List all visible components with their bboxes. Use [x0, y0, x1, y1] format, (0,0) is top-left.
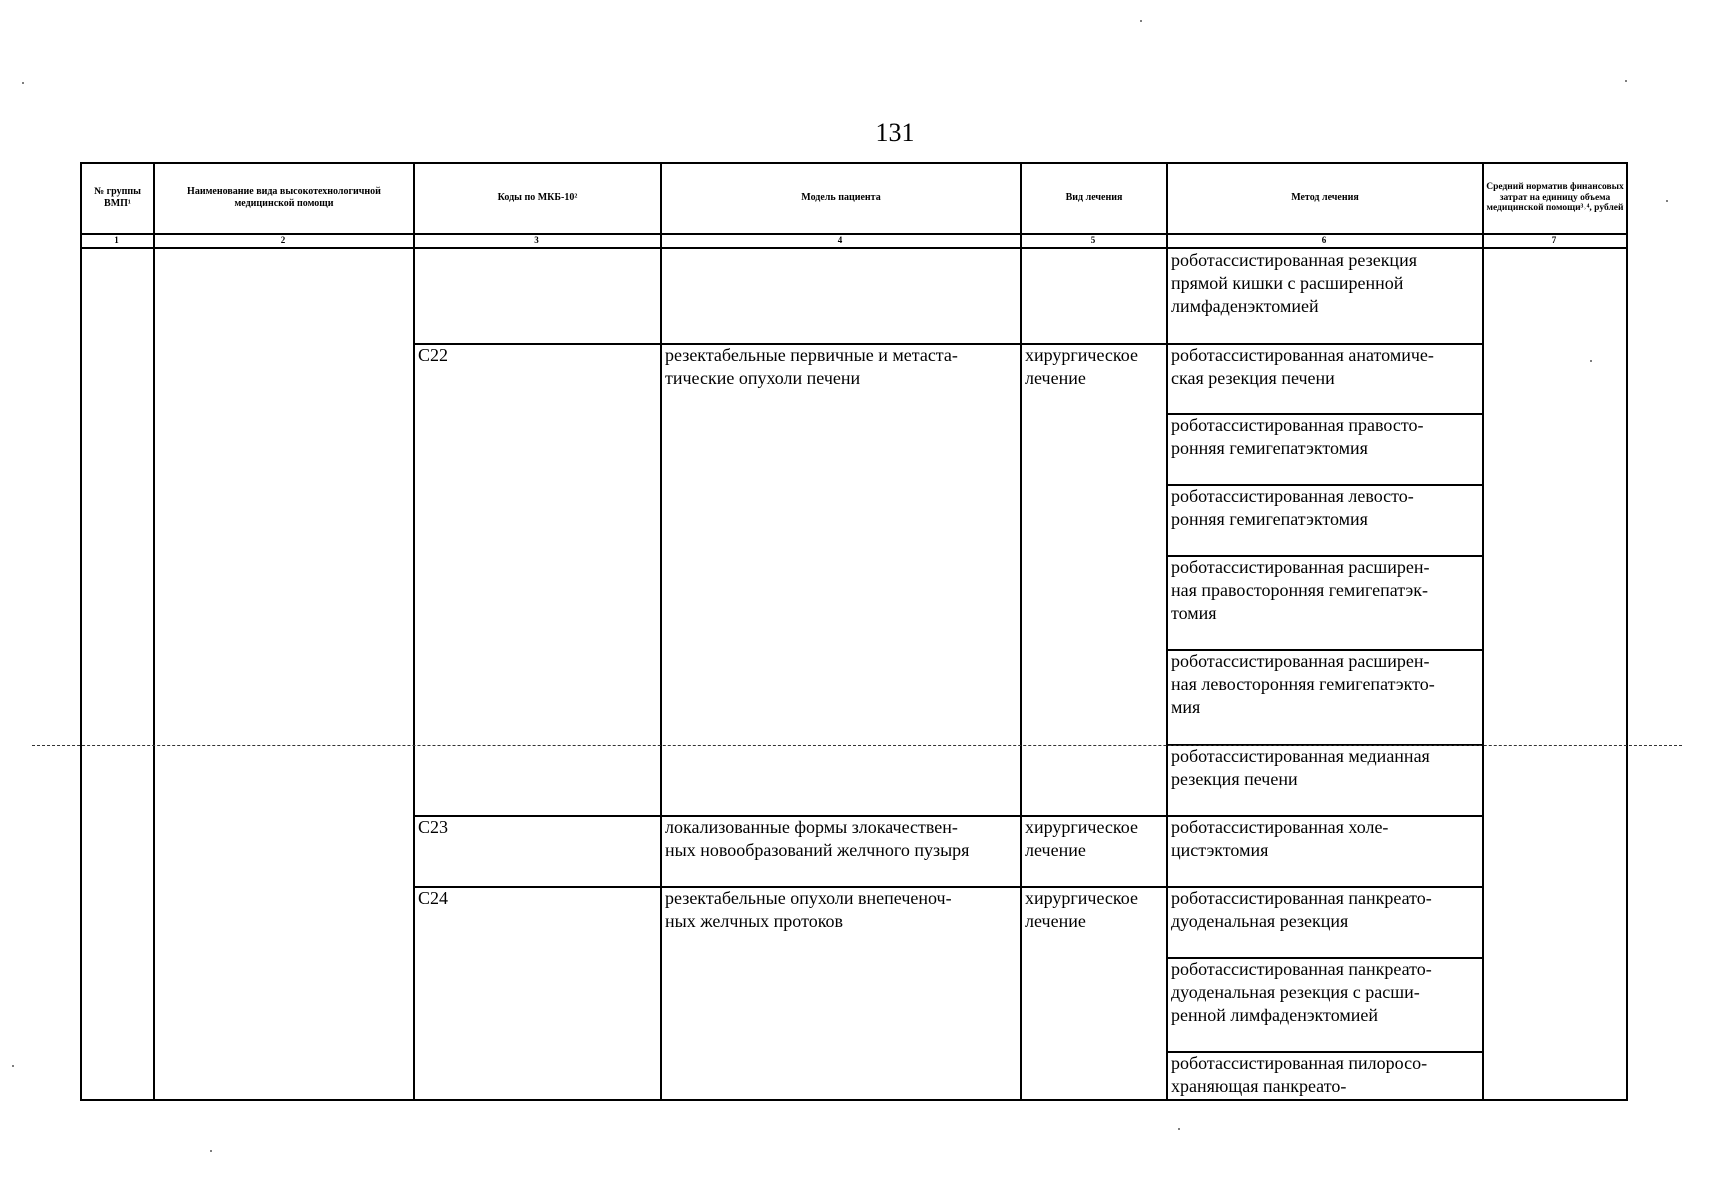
icd-code-cell: C24	[418, 888, 449, 908]
patient-model-cell: локализованные формы злокачествен- ных новообразований желчного пузыря	[665, 817, 970, 860]
divider-col6	[1482, 162, 1484, 1100]
method-cell: роботассистированная резекция прямой кишки с расширенной лимфаденэктомией	[1171, 250, 1417, 316]
divider-col5	[1166, 162, 1168, 1100]
column-number: 6	[1321, 235, 1327, 245]
method-cell: роботассистированная пилоросо- храняющая панкреато-	[1171, 1053, 1428, 1096]
header-bottom-line	[80, 233, 1628, 235]
border-right	[1626, 162, 1628, 1100]
header-patient-model: Модель пациента	[801, 192, 881, 203]
method-cell: роботассистированная анатомиче- ская резекция печени	[1171, 345, 1434, 388]
method-cell: роботассистированная панкреато- дуоденальная резекция с расши- ренной лимфаденэктомией	[1171, 959, 1432, 1025]
column-number: 3	[534, 235, 539, 245]
divider-col4	[1020, 162, 1022, 1100]
scan-speck	[210, 1150, 212, 1152]
column-number: 5	[1090, 235, 1096, 245]
border-left	[80, 162, 82, 1100]
page-number: 131	[875, 118, 915, 147]
header-icd-codes: Коды по МКБ-10²	[497, 192, 578, 203]
border-bottom	[80, 1099, 1628, 1101]
header-treatment-type: Вид лечения	[1065, 192, 1123, 203]
treatment-type-cell: хирургическое лечение	[1025, 345, 1138, 388]
scan-speck	[12, 1065, 14, 1067]
method-cell: роботассистированная холе- цистэктомия	[1171, 817, 1389, 860]
scan-speck	[1625, 80, 1627, 82]
method-cell: роботассистированная расширен- ная левосторонняя гемигепатэкто- мия	[1171, 651, 1435, 717]
method-cell: роботассистированная медианная резекция печени	[1171, 746, 1430, 789]
icd-code-cell: C22	[418, 345, 449, 365]
method-cell: роботассистированная расширен- ная правосторонняя гемигепатэк- томия	[1171, 557, 1430, 623]
header-care-type-name: Наименование вида высокотехнологичной медицинской помощи	[187, 186, 381, 209]
patient-model-cell: резектабельные первичные и метаста- тические опухоли печени	[665, 345, 958, 388]
scan-speck	[1590, 360, 1592, 362]
method-cell: роботассистированная панкреато- дуоденальная резекция	[1171, 888, 1432, 931]
treatment-type-cell: хирургическое лечение	[1025, 817, 1138, 860]
divider-col3	[660, 162, 662, 1100]
column-number: 2	[280, 235, 286, 245]
patient-model-cell: резектабельные опухоли внепеченоч- ных желчных протоков	[665, 888, 952, 931]
header-group-number: № группы ВМП¹	[94, 186, 141, 209]
divider-col2	[413, 162, 415, 1100]
divider-col1	[153, 162, 155, 1100]
method-cell: роботассистированная правосто- ронняя гемигепатэктомия	[1171, 415, 1424, 458]
header-treatment-method: Метод лечения	[1291, 192, 1359, 203]
method-cell: роботассистированная левосто- ронняя гемигепатэктомия	[1171, 486, 1414, 529]
column-number: 7	[1551, 235, 1557, 245]
scan-speck	[1666, 200, 1668, 202]
column-number: 1	[114, 235, 119, 245]
scan-speck	[22, 82, 24, 84]
scan-speck	[1140, 20, 1142, 22]
header-cost-standard: Средний норматив финансовых затрат на единицу объема медицинской помощи³˒⁴, рублей	[1486, 181, 1624, 214]
treatment-type-cell: хирургическое лечение	[1025, 888, 1138, 931]
column-number: 4	[837, 235, 843, 245]
vmp-table	[80, 162, 1628, 1100]
scan-speck	[1178, 1128, 1180, 1130]
icd-code-cell: C23	[418, 817, 449, 837]
